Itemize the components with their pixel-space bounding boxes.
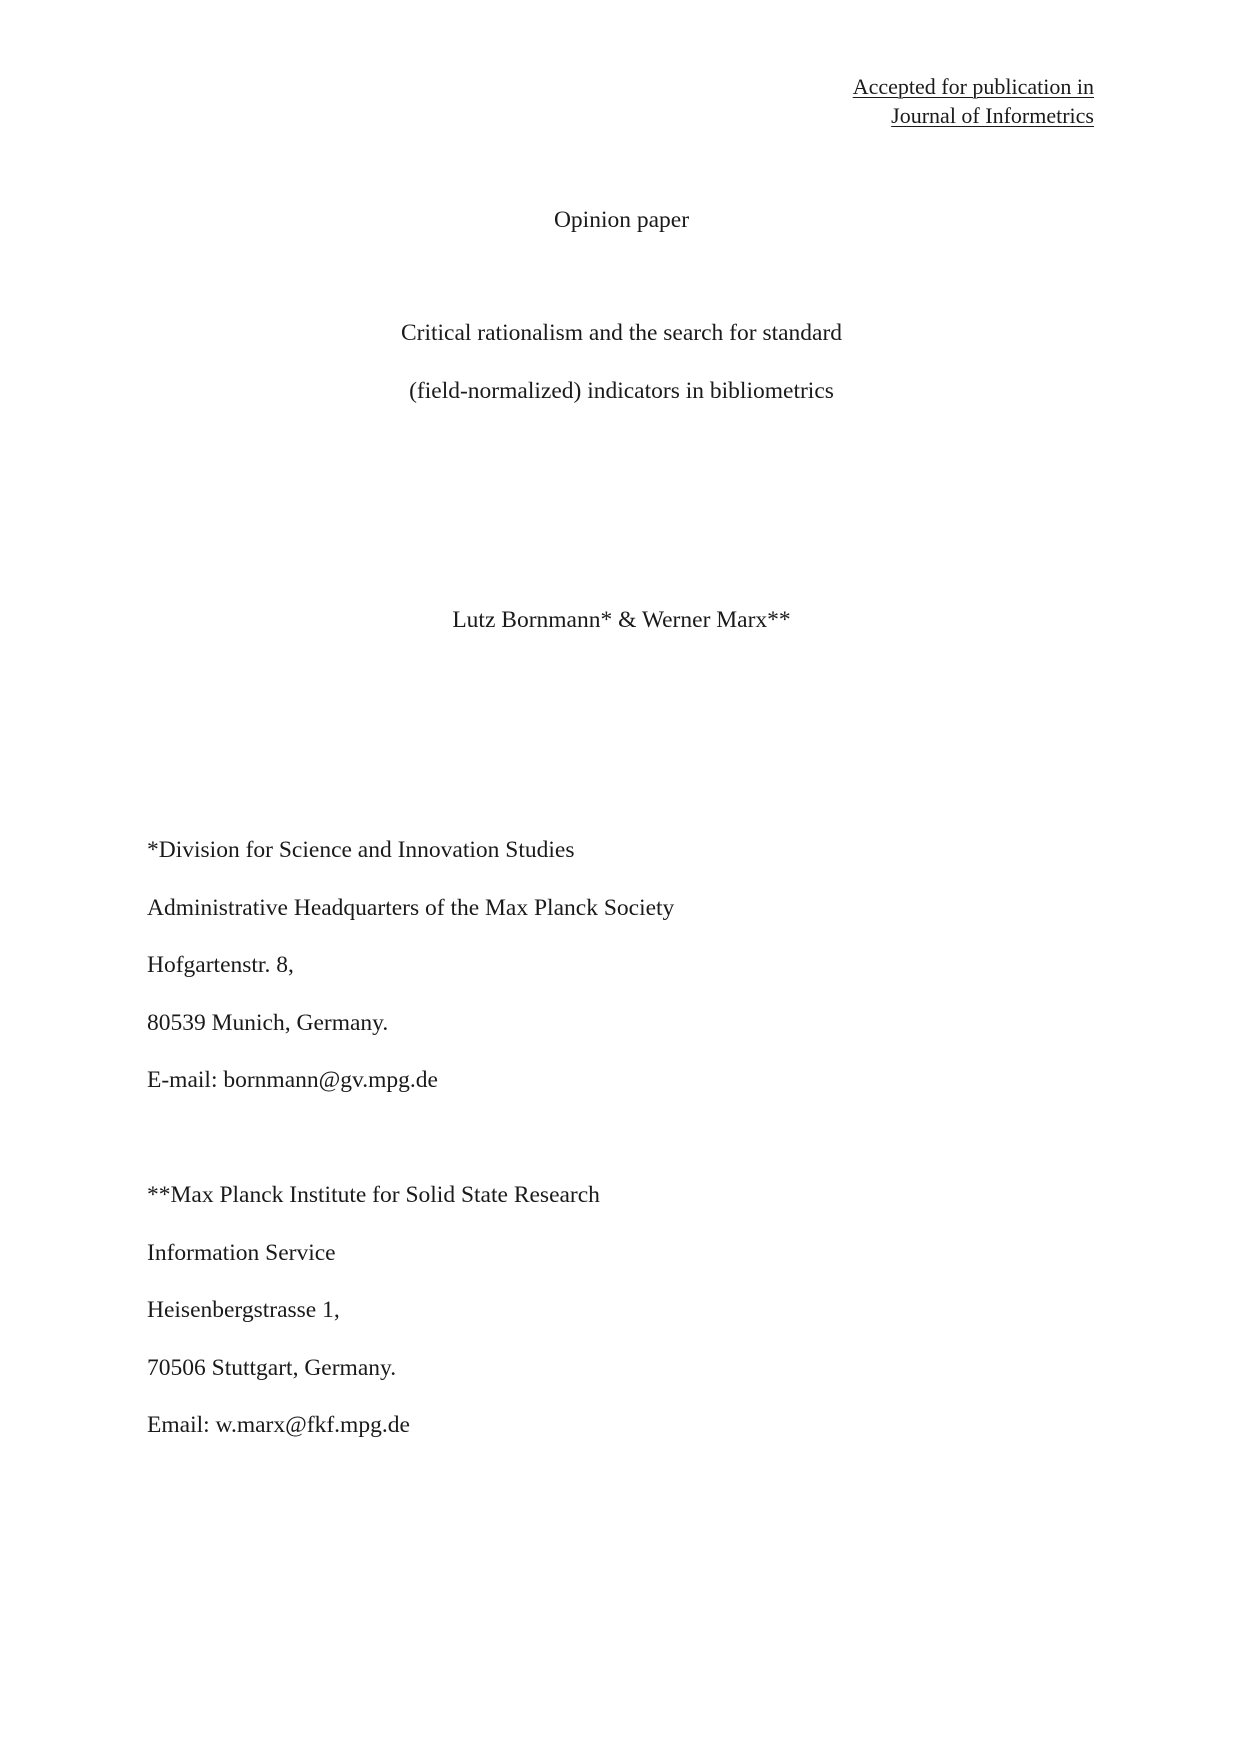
paper-type-label: Opinion paper	[553, 207, 690, 233]
author-list: Lutz Bornmann* & Werner Marx**	[452, 607, 791, 633]
affiliation-block-2	[147, 1180, 600, 1468]
publication-status-note	[853, 72, 1094, 130]
accepted-line-1: Accepted for publication in	[852, 74, 1094, 99]
affiliation-1-street: Hofgartenstr. 8,	[147, 952, 294, 978]
affiliation-2-department: Information Service	[147, 1239, 336, 1266]
affiliation-1-organization: Administrative Headquarters of the Max Planck Society	[147, 894, 675, 921]
accepted-line-2: Journal of Informetrics	[891, 103, 1094, 128]
affiliation-block-1	[147, 835, 674, 1123]
affiliation-1-email: E-mail: bornmann@gv.mpg.de	[147, 1067, 438, 1093]
affiliation-1-division: *Division for Science and Innovation Studies	[147, 837, 575, 863]
affiliation-2-city: 70506 Stuttgart, Germany.	[147, 1354, 397, 1381]
affiliation-2-institute: **Max Planck Institute for Solid State Research	[147, 1182, 600, 1208]
paper-title-line-2: (field-normalized) indicators in bibliometrics	[409, 378, 834, 404]
affiliation-2-email: Email: w.marx@fkf.mpg.de	[147, 1412, 410, 1438]
affiliation-2-street: Heisenbergstrasse 1,	[147, 1297, 340, 1323]
affiliation-1-city: 80539 Munich, Germany.	[147, 1009, 389, 1036]
paper-title-line-1: Critical rationalism and the search for standard	[400, 320, 843, 346]
